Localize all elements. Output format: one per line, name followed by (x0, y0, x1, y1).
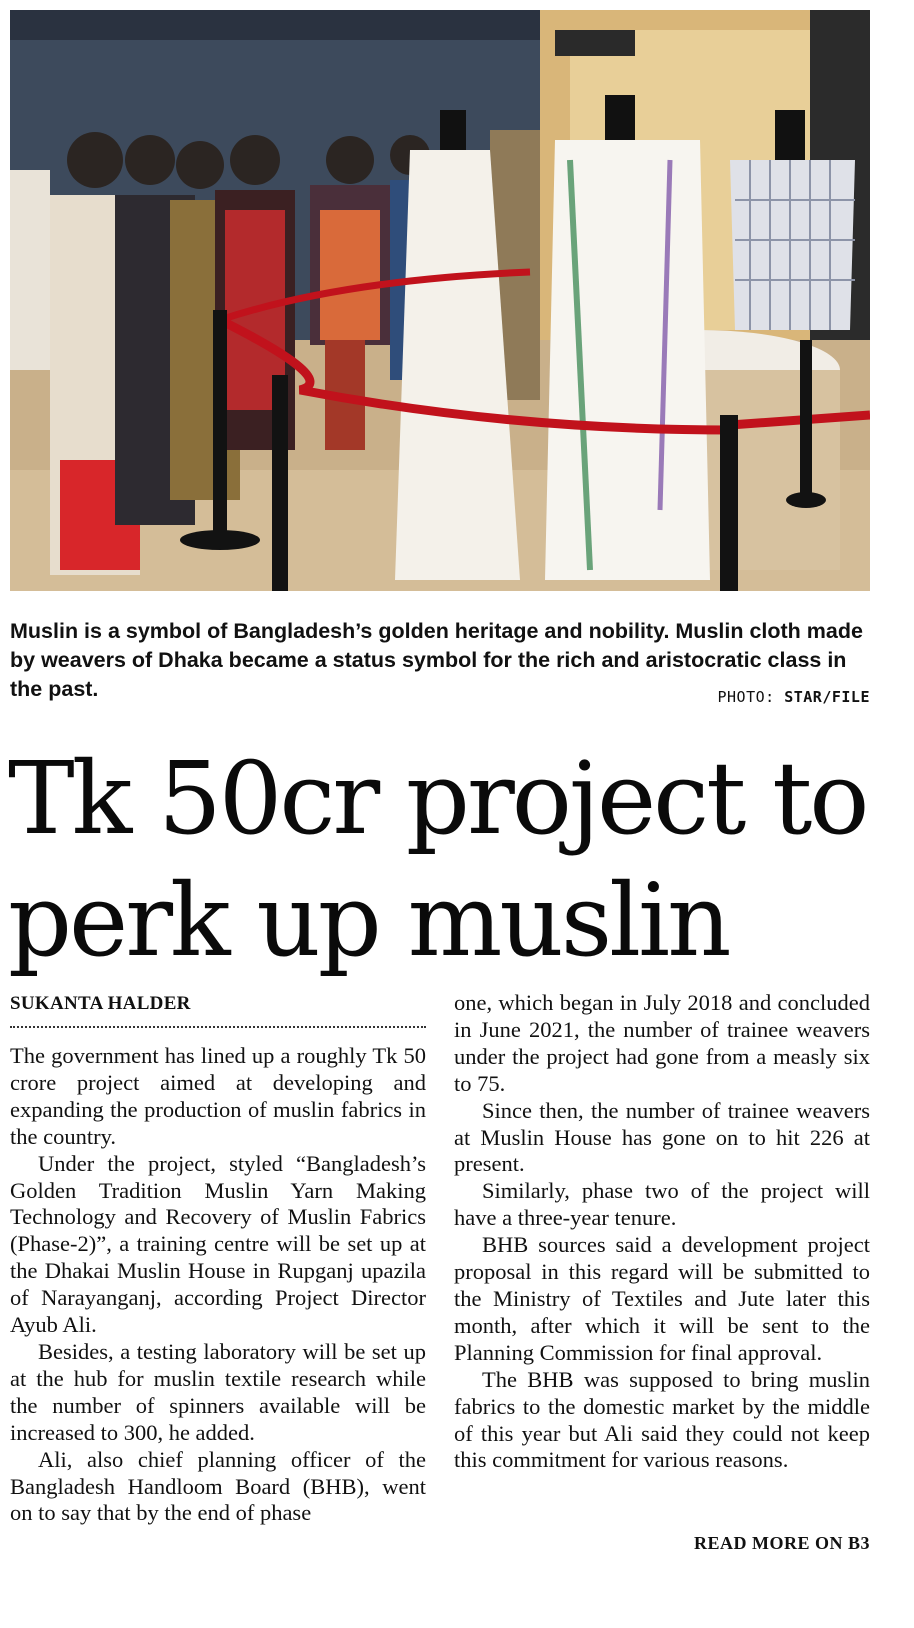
paragraph: The BHB was supposed to bring muslin fabrics to the domestic market by the middle of this year but Ali said they could not keep this commitment for various reasons. (454, 1366, 870, 1473)
article-column-1 (10, 1043, 426, 1527)
headline: Tk 50cr project to perk up muslin (8, 740, 867, 979)
exhibition-photo-illustration (10, 10, 870, 591)
paragraph: The government has lined up a roughly Tk 50 crore project aimed at developing and expanding the production of muslin fabrics in the country. (10, 1043, 426, 1149)
photo-credit-prefix: PHOTO: (717, 688, 785, 706)
paragraph: Similarly, phase two of the project will have a three-year tenure. (454, 1178, 870, 1231)
paragraph: Under the project, styled “Bangladesh’s Golden Tradition Muslin Yarn Making Technology and Recovery of Muslin Fabrics (Phase-2)”, a training centre will be set up at the Dhakai Muslin House in Rupganj upazila of Narayanganj, according Project Director Ayub Ali. (10, 1150, 426, 1338)
paragraph: Ali, also chief planning officer of the Bangladesh Handloom Board (BHB), went on to say that by the end of phase (10, 1446, 426, 1526)
paragraph: BHB sources said a development project proposal in this regard will be submitted to the Ministry of Textiles and Jute later this month, after which it will be sent to the Planning Commission for final approval. (454, 1232, 870, 1365)
article-column-2 (454, 990, 870, 1474)
paragraph: Besides, a testing laboratory will be set up at the hub for muslin textile research while the number of spinners available will be increased to 300, he added. (10, 1338, 426, 1445)
byline-divider (10, 1026, 426, 1028)
photo-caption: Muslin is a symbol of Bangladesh’s golden heritage and nobility. Muslin cloth made by weavers of Dhaka became a status symbol for the rich and aristocratic class in the past. (10, 619, 863, 701)
paragraph: Since then, the number of trainee weavers at Muslin House has gone on to hit 226 at present. (454, 1097, 870, 1177)
photo-credit (718, 688, 871, 706)
paragraph: one, which began in July 2018 and concluded in June 2021, the number of trainee weavers under the project had gone from a measly six to 75. (454, 990, 870, 1096)
read-more-link[interactable]: READ MORE ON B3 (693, 1533, 870, 1553)
article-photo (10, 10, 870, 591)
byline: SUKANTA HALDER (10, 993, 191, 1014)
photo-credit-source: STAR/FILE (784, 688, 870, 706)
